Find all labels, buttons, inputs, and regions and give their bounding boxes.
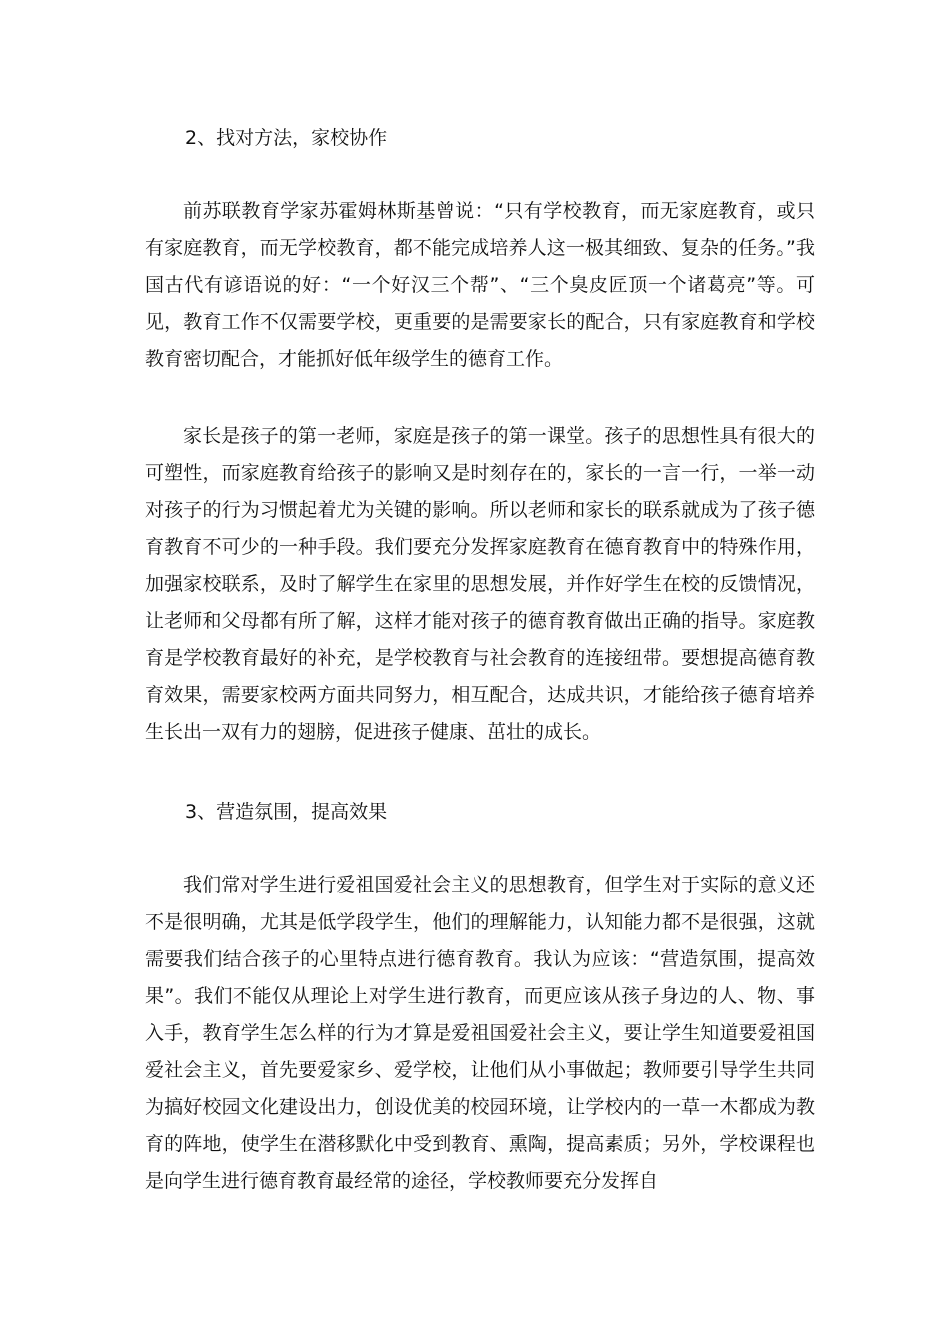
paragraph-parents-first-teacher: 家长是孩子的第一老师，家庭是孩子的第一课堂。孩子的思想性具有很大的可塑性，而家庭教育给孩子的影响又是时刻存在的，家长的一言一行，一举一动对孩子的行为习惯起着尤为关键的影响。所以老师和家长的联系就成为了孩子德育教育不可少的一种手段。我们要充分发挥家庭教育在德育教育中的特殊作用，加强家校联系，及时了解学生在家里的思想发展，并作好学生在校的反馈情况，让老师和父母都有所了解，这样才能对孩子的德育教育做出正确的指导。家庭教育是学校教育最好的补充，是学校教育与社会教育的连接纽带。要想提高德育教育效果，需要家校两方面共同努力，相互配合，达成共识，才能给孩子德育培养生长出一双有力的翅膀，促进孩子健康、茁壮的成长。 bbox=[145, 425, 815, 743]
paragraph-create-atmosphere: 我们常对学生进行爱祖国爱社会主义的思想教育，但学生对于实际的意义还不是很明确，尤其是低学段学生，他们的理解能力，认知能力都不是很强，这就需要我们结合孩子的心里特点进行德育教育。我认为应该：“营造氛围，提高效果”。我们不能仅从理论上对学生进行教育，而更应该从孩子身边的人、物、事入手，教育学生怎么样的行为才算是爱祖国爱社会主义，要让学生知道要爱祖国爱社会主义，首先要爱家乡、爱学校，让他们从小事做起；教师要引导学生共同为搞好校园文化建设出力，创设优美的校园环境，让学校内的一草一木都成为教育的阵地，使学生在潜移默化中受到教育、熏陶，提高素质；另外，学校课程也是向学生进行德育教育最经常的途径，学校教师要充分发挥自 bbox=[145, 874, 815, 1192]
section-heading-2: 2、找对方法，家校协作 bbox=[185, 127, 388, 149]
section-heading-3: 3、营造氛围，提高效果 bbox=[185, 801, 388, 823]
paragraph-sukhomlinsky-quote: 前苏联教育学家苏霍姆林斯基曾说：“只有学校教育，而无家庭教育，或只有家庭教育，而无学校教育，都不能完成培养人这一极其细致、复杂的任务。”我国古代有谚语说的好：“一个好汉三个帮”、“三个臭皮匠顶一个诸葛亮”等。可见，教育工作不仅需要学校，更重要的是需要家长的配合，只有家庭教育和学校教育密切配合，才能抓好低年级学生的德育工作。 bbox=[145, 200, 815, 370]
document-body bbox=[145, 121, 815, 1200]
